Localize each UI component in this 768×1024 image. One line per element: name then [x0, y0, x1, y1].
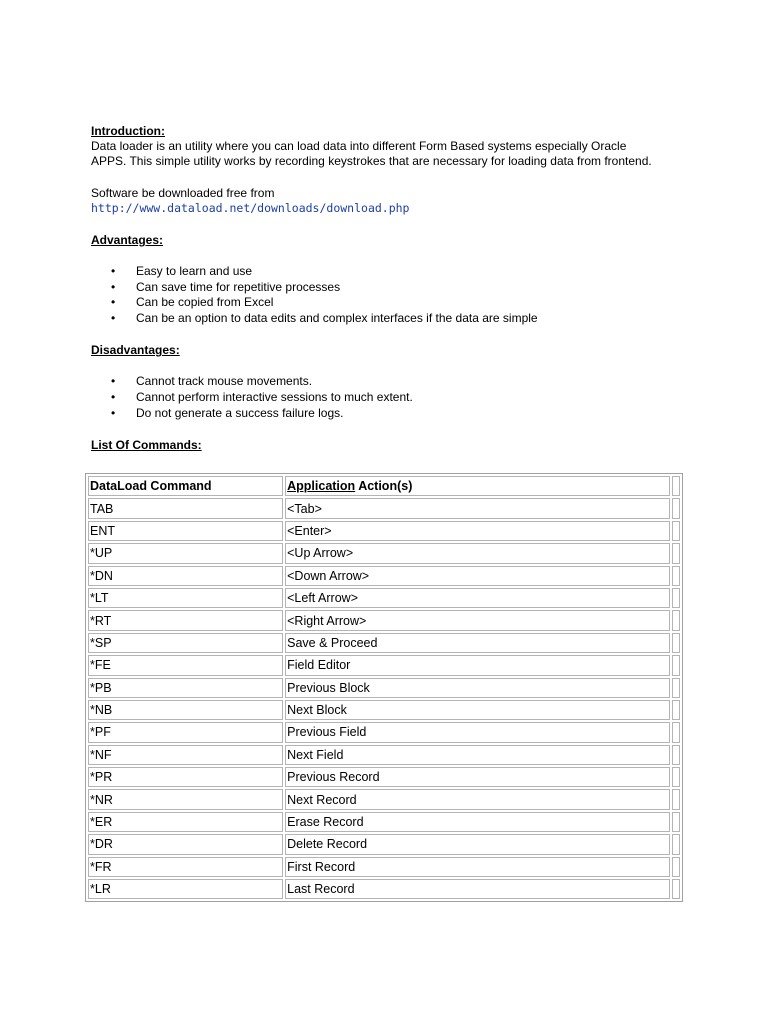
disadvantages-heading: Disadvantages: — [91, 343, 180, 358]
table-row — [88, 610, 680, 630]
spacer-cell — [672, 498, 680, 518]
spacer-cell — [672, 588, 680, 608]
action-cell: Next Record — [285, 789, 670, 809]
spacer-cell — [672, 521, 680, 541]
spacer-cell — [672, 834, 680, 854]
command-cell: *LR — [88, 879, 283, 899]
list-item: • Can be copied from Excel — [111, 295, 274, 310]
spacer-cell — [672, 610, 680, 630]
bullet-icon: • — [111, 405, 116, 420]
command-cell: *PB — [88, 678, 283, 698]
table-row — [88, 678, 680, 698]
bullet-icon: • — [111, 295, 116, 310]
column-header-action: Application Action(s) — [285, 476, 670, 496]
advantages-list — [91, 264, 711, 326]
table-row — [88, 857, 680, 877]
table-row — [88, 789, 680, 809]
intro-line-1: Data loader is an utility where you can load data into different Form Based systems especially Oracle — [91, 139, 627, 153]
spacer-cell — [672, 476, 680, 496]
spacer-cell — [672, 655, 680, 675]
table-row — [88, 588, 680, 608]
commands-table — [85, 473, 683, 902]
action-cell: <Up Arrow> — [285, 543, 670, 563]
spacer-cell — [672, 566, 680, 586]
command-cell: *NB — [88, 700, 283, 720]
command-cell: *PR — [88, 767, 283, 787]
table-row — [88, 767, 680, 787]
action-cell: Next Block — [285, 700, 670, 720]
bullet-icon: • — [111, 264, 116, 278]
spacer-cell — [672, 879, 680, 899]
action-cell: Last Record — [285, 879, 670, 899]
spacer-cell — [672, 722, 680, 742]
document-body — [91, 124, 711, 453]
intro-heading: Introduction: — [91, 124, 165, 138]
spacer-cell — [672, 745, 680, 765]
spacer-cell — [672, 789, 680, 809]
download-link[interactable]: http://www.dataload.net/downloads/download.php — [91, 201, 410, 215]
bullet-icon: • — [111, 279, 116, 294]
spacer-cell — [672, 543, 680, 563]
command-cell: *FR — [88, 857, 283, 877]
table-row — [88, 812, 680, 832]
action-cell: Next Field — [285, 745, 670, 765]
command-cell: TAB — [88, 498, 283, 518]
action-cell: Save & Proceed — [285, 633, 670, 653]
command-cell: *RT — [88, 610, 283, 630]
command-cell: *NF — [88, 745, 283, 765]
action-cell: Field Editor — [285, 655, 670, 675]
table-row — [88, 521, 680, 541]
list-item: • Cannot perform interactive sessions to much extent. — [111, 389, 413, 404]
action-cell: Previous Field — [285, 722, 670, 742]
spacer-cell — [672, 857, 680, 877]
action-cell: Previous Block — [285, 678, 670, 698]
list-item: • Can save time for repetitive processes — [111, 279, 341, 294]
action-cell: First Record — [285, 857, 670, 877]
table-row — [88, 879, 680, 899]
commands-heading: List Of Commands: — [91, 438, 202, 453]
spacer-cell — [672, 767, 680, 787]
command-cell: *SP — [88, 633, 283, 653]
bullet-icon: • — [111, 374, 116, 389]
download-text: Software be downloaded free from — [91, 186, 275, 200]
spacer-cell — [672, 678, 680, 698]
command-cell: *LT — [88, 588, 283, 608]
list-item: • Do not generate a success failure logs. — [111, 405, 344, 420]
command-cell: *ER — [88, 812, 283, 832]
spacer-cell — [672, 700, 680, 720]
table-row — [88, 655, 680, 675]
list-item: • Can be an option to data edits and complex interfaces if the data are simple — [111, 310, 538, 325]
action-cell: Delete Record — [285, 834, 670, 854]
spacer-cell — [672, 812, 680, 832]
bullet-icon: • — [111, 310, 116, 325]
table-row — [88, 498, 680, 518]
action-cell: <Left Arrow> — [285, 588, 670, 608]
command-cell: ENT — [88, 521, 283, 541]
table-row — [88, 566, 680, 586]
command-cell: *PF — [88, 722, 283, 742]
action-cell: Previous Record — [285, 767, 670, 787]
list-item: • Cannot track mouse movements. — [111, 374, 313, 389]
action-cell: <Right Arrow> — [285, 610, 670, 630]
action-cell: <Down Arrow> — [285, 566, 670, 586]
table-row — [88, 834, 680, 854]
command-cell: *FE — [88, 655, 283, 675]
action-cell: <Enter> — [285, 521, 670, 541]
table-row — [88, 633, 680, 653]
table-header-row — [88, 476, 680, 496]
command-cell: *NR — [88, 789, 283, 809]
table-row — [88, 543, 680, 563]
table-row — [88, 745, 680, 765]
disadvantages-list — [91, 374, 711, 421]
column-header-command: DataLoad Command — [88, 476, 283, 496]
advantages-heading: Advantages: — [91, 233, 164, 247]
command-cell: *DN — [88, 566, 283, 586]
spacer-cell — [672, 633, 680, 653]
table-row — [88, 700, 680, 720]
action-cell: Erase Record — [285, 812, 670, 832]
table-row — [88, 722, 680, 742]
command-cell: *DR — [88, 834, 283, 854]
action-cell: <Tab> — [285, 498, 670, 518]
command-cell: *UP — [88, 543, 283, 563]
list-item: • Easy to learn and use — [111, 264, 253, 278]
intro-line-2: APPS. This simple utility works by recording keystrokes that are necessary for loading data from frontend. — [91, 154, 652, 168]
bullet-icon: • — [111, 389, 116, 404]
